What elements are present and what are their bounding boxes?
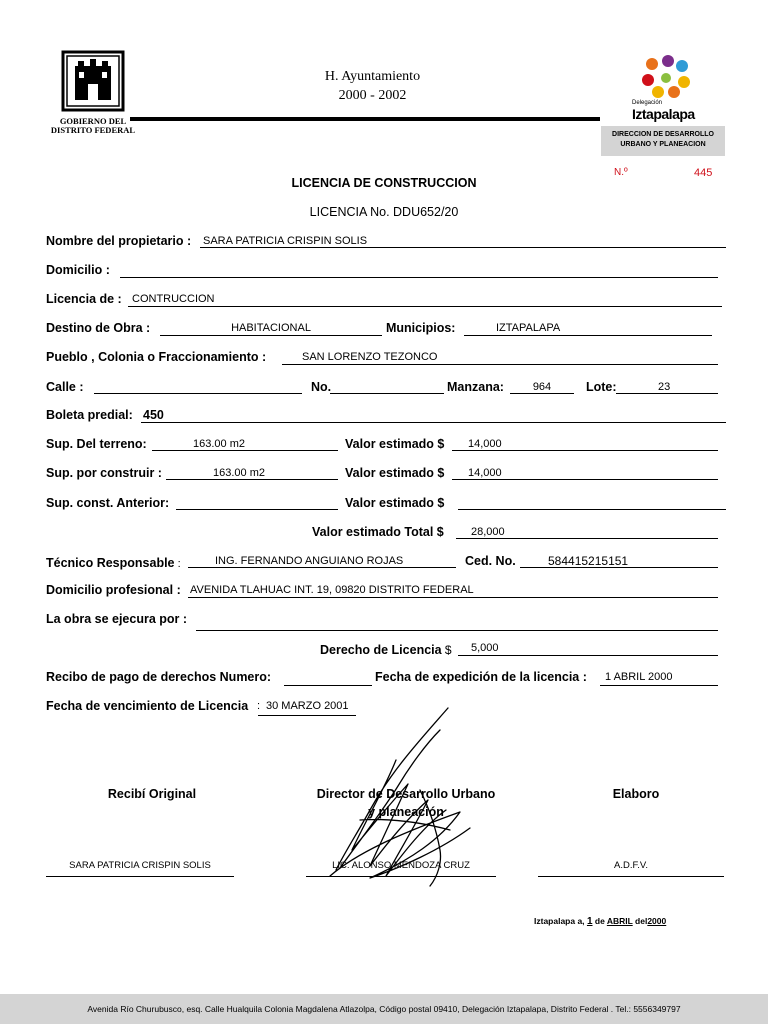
valor-anterior-underline [458, 509, 726, 510]
licencia-de-label: Licencia de : [46, 292, 122, 306]
sup-terreno-underline [152, 450, 338, 451]
date-del: del [635, 916, 648, 926]
valor-construir-value[interactable]: 14,000 [468, 467, 502, 479]
document-title: LICENCIA DE CONSTRUCCION [291, 176, 477, 190]
valor-terreno-underline [452, 450, 718, 451]
domicilio-prof-value[interactable]: AVENIDA TLAHUAC INT. 19, 09820 DISTRITO FEDERAL [190, 584, 474, 596]
gov-name-line2: DISTRITO FEDERAL [50, 125, 136, 135]
elaboro-signature-line [538, 876, 724, 877]
gov-name-line1: GOBIERNO DEL [59, 116, 127, 126]
recibo-underline [284, 685, 372, 686]
valor-construir-underline [452, 479, 718, 480]
elaboro-name: A.D.F.V. [614, 860, 648, 871]
ejecuta-underline [196, 630, 718, 631]
tecnico-underline [188, 567, 456, 568]
date-month: ABRIL [606, 916, 633, 926]
lote-underline [616, 393, 718, 394]
municipios-value[interactable]: IZTAPALAPA [496, 322, 561, 334]
calle-label: Calle : [46, 380, 84, 394]
vencimiento-label: Fecha de vencimiento de Licencia [46, 699, 249, 713]
propietario-label: Nombre del propietario : [46, 234, 192, 248]
date-line [534, 916, 666, 927]
delegacion-small-label: Delegación [632, 100, 663, 106]
director-signature-scribble [300, 700, 500, 900]
derecho-value[interactable]: 5,000 [471, 642, 499, 654]
manzana-underline [510, 393, 574, 394]
date-year: 2000 [647, 916, 667, 926]
period-title: 2000 - 2002 [338, 88, 407, 103]
licencia-de-underline [128, 306, 722, 307]
director-name: LIC. ALONSO MENDOZA CRUZ [332, 860, 470, 871]
recibo-label: Recibo de pago de derechos Numero: [46, 670, 272, 684]
recibi-signature-line [46, 876, 234, 877]
derecho-label: Derecho de Licencia [320, 643, 442, 657]
ayuntamiento-title: H. Ayuntamiento [324, 69, 421, 84]
expedicion-underline [600, 685, 718, 686]
sup-construir-value[interactable]: 163.00 m2 [213, 467, 265, 479]
propietario-underline [200, 247, 726, 248]
manzana-label: Manzana: [447, 380, 504, 394]
manzana-value[interactable]: 964 [532, 381, 552, 393]
no-underline [330, 393, 444, 394]
ejecuta-label: La obra se ejecura por : [46, 612, 188, 626]
date-de: de [594, 916, 605, 926]
vencimiento-value[interactable]: 30 MARZO 2001 [266, 700, 349, 712]
ced-value[interactable]: 584415215151 [548, 554, 629, 568]
domicilio-label: Domicilio : [46, 263, 110, 277]
sup-terreno-label: Sup. Del terreno: [46, 437, 147, 451]
calle-underline [94, 393, 302, 394]
valor-construir-label: Valor estimado $ [345, 466, 445, 480]
iztapalapa-logo [628, 54, 708, 126]
expedicion-value[interactable]: 1 ABRIL 2000 [605, 671, 673, 683]
valor-terreno-value[interactable]: 14,000 [468, 438, 502, 450]
sup-construir-label: Sup. por construir : [46, 466, 162, 480]
municipios-underline [464, 335, 712, 336]
lote-label: Lote: [586, 380, 617, 394]
recibi-label: Recibí Original [107, 787, 197, 801]
tecnico-label: Técnico Responsable [46, 556, 175, 570]
lote-value[interactable]: 23 [658, 381, 671, 393]
date-day: 1 [586, 916, 593, 927]
pueblo-label: Pueblo , Colonia o Fraccionamiento : [46, 350, 267, 364]
sup-anterior-label: Sup. const. Anterior: [46, 496, 170, 510]
boleta-value[interactable]: 450 [143, 408, 164, 422]
expedicion-label: Fecha de expedición de la licencia : [375, 670, 587, 684]
valor-total-label: Valor estimado Total $ [312, 525, 444, 539]
domicilio-underline [120, 277, 718, 278]
ced-label: Ced. No. [465, 554, 516, 568]
delegacion-name: Iztapalapa [632, 106, 695, 122]
director-label-line1: Director de Desarrollo Urbano [316, 787, 496, 801]
license-number: LICENCIA No. DDU652/20 [309, 205, 459, 219]
gdf-logo [48, 50, 138, 134]
destino-underline [160, 335, 382, 336]
derecho-underline [458, 655, 718, 656]
direccion-line1: DIRECCION DE DESARROLLO [612, 131, 714, 138]
direccion-line2: URBANO Y PLANEACION [620, 141, 706, 148]
valor-terreno-label: Valor estimado $ [345, 437, 445, 451]
coat-of-arms-icon [48, 50, 138, 112]
folio-label: N.º [614, 167, 628, 178]
destino-value[interactable]: HABITACIONAL [231, 322, 311, 334]
tecnico-value[interactable]: ING. FERNANDO ANGUIANO ROJAS [215, 555, 404, 567]
municipios-label: Municipios: [386, 321, 456, 335]
propietario-value[interactable]: SARA PATRICIA CRISPIN SOLIS [203, 235, 368, 247]
pueblo-underline [282, 364, 718, 365]
recibi-name: SARA PATRICIA CRISPIN SOLIS [69, 860, 211, 871]
sup-construir-underline [166, 479, 338, 480]
date-place: Iztapalapa a, [534, 916, 585, 926]
no-label: No. [311, 380, 332, 394]
folio-value: 445 [694, 167, 713, 179]
header-thick-line [130, 117, 600, 121]
elaboro-label: Elaboro [612, 787, 660, 801]
domicilio-prof-underline [188, 597, 718, 598]
domicilio-prof-label: Domicilio profesional : [46, 583, 181, 597]
sup-anterior-underline [176, 509, 338, 510]
pueblo-value[interactable]: SAN LORENZO TEZONCO [302, 351, 438, 363]
footer-address: Avenida Río Churubusco, esq. Calle Hualquila Colonia Magdalena Atlazolpa, Código postal 09410, Delegación Iztapalapa, Distrito Federal . Tel.: 5556349797 [87, 1004, 681, 1014]
ced-underline [520, 567, 718, 568]
iztapalapa-flower-icon [636, 54, 696, 100]
sup-terreno-value[interactable]: 163.00 m2 [193, 438, 245, 450]
destino-label: Destino de Obra : [46, 321, 151, 335]
boleta-label: Boleta predial: [46, 408, 133, 422]
director-label-line2: y planeación [368, 805, 444, 819]
valor-anterior-label: Valor estimado $ [345, 496, 445, 510]
direccion-box [601, 126, 725, 156]
valor-total-value[interactable]: 28,000 [471, 526, 505, 538]
licencia-de-value[interactable]: CONTRUCCION [132, 293, 215, 305]
valor-total-underline [456, 538, 718, 539]
footer-bar [0, 994, 768, 1024]
boleta-underline [141, 422, 726, 423]
